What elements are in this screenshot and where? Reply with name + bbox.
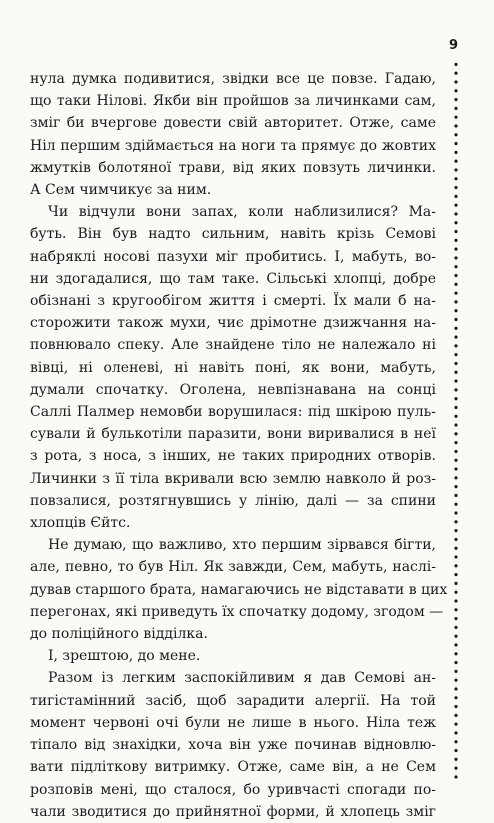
paragraph — [30, 201, 436, 534]
paragraph — [30, 667, 436, 822]
text-line: І, зрештою, до мене. — [48, 648, 201, 665]
text-line: нула думка подивитися, звідки все це повзе. Гадаю, — [30, 71, 436, 87]
text-line: момент червоні очі були не лише в нього. Ніла теж — [30, 714, 436, 731]
text-line: обізнані з кругообігом життя і смерті. Їх мали б на- — [30, 293, 436, 310]
text-line: буть. Він був надто сильним, навіть крізь Семові — [30, 226, 436, 243]
text-line: з рота, з носа, з інших, не таких природних отворів. — [30, 448, 436, 465]
text-line: дував старшого брата, намагаючись не відставати в цих — [30, 581, 448, 598]
text-line: Чи відчули вони запах, коли наблизилися? Ма- — [48, 204, 436, 221]
text-line: Разом із легким заспокійливим я дав Семові ан- — [48, 670, 436, 687]
text-line: А Сем чимчикує за ним. — [30, 182, 212, 199]
text-line: тигістамінний засіб, щоб зарадити алергії. На той — [30, 692, 436, 709]
text-line: Ніл першим здіймається на ноги та прямує до жовтих — [30, 137, 436, 154]
text-line: Личинки з її тіла вкривали всю землю навколо й роз- — [30, 470, 436, 487]
dotted-margin-rule — [454, 60, 458, 780]
text-line: ни здогадалися, що там таке. Сільські хлопці, добре — [30, 270, 436, 287]
text-line: до поліційного відділка. — [30, 626, 208, 643]
text-line: вівці, ні оленеві, ні навіть поні, як вони, мабуть, — [30, 359, 436, 376]
text-line: набряклі носові пазухи міг пробитись. І, мабуть, во- — [30, 248, 436, 265]
text-line: сували й булькотіли паразити, вони виривалися в неї — [30, 426, 436, 443]
text-line: жмутків болотяної трави, від яких повзуть личинки. — [30, 159, 436, 176]
text-line: повнювало спеку. Але знайдене тіло не належало ні — [30, 337, 436, 354]
paragraph — [30, 645, 436, 667]
text-line: перегонах, які приведуть їх спочатку додому, згодом — — [30, 603, 444, 620]
paragraph — [30, 68, 436, 201]
page-number: 9 — [449, 38, 459, 53]
text-line: Не думаю, що важливо, хто першим зірвався бігти, — [48, 537, 436, 554]
paragraph — [30, 534, 448, 645]
text-line: вати підліткову витримку. Отже, саме він, а не Сем — [30, 759, 436, 776]
text-line: розповів мені, що сталося, бо уривчасті спогади по- — [30, 781, 436, 798]
text-column — [30, 68, 448, 823]
text-line: Саллі Палмер немовби ворушилася: під шкірою пуль- — [30, 404, 436, 421]
text-line: чали зводитися до прийнятної форми, й хлопець зміг — [30, 803, 436, 820]
text-line: сторожити також мухи, чиє дрімотне дзижчання на- — [30, 315, 436, 332]
text-line: що таки Нілові. Якби він пройшов за личинками сам, — [30, 93, 436, 110]
text-line: хлопців Єйтс. — [30, 515, 131, 532]
text-line: повзалися, розтягнувшись у лінію, далі — за спини — [30, 492, 436, 509]
text-line: зміг би вчергове довести свій авторитет. Отже, саме — [30, 115, 436, 132]
text-line: тіпало від знахідки, хоча він уже починав відновлю- — [30, 737, 436, 754]
text-line: думали спочатку. Оголена, невпізнавана на сонці — [30, 381, 436, 398]
text-line: але, певно, то був Ніл. Як завжди, Сем, мабуть, наслі- — [30, 559, 436, 576]
